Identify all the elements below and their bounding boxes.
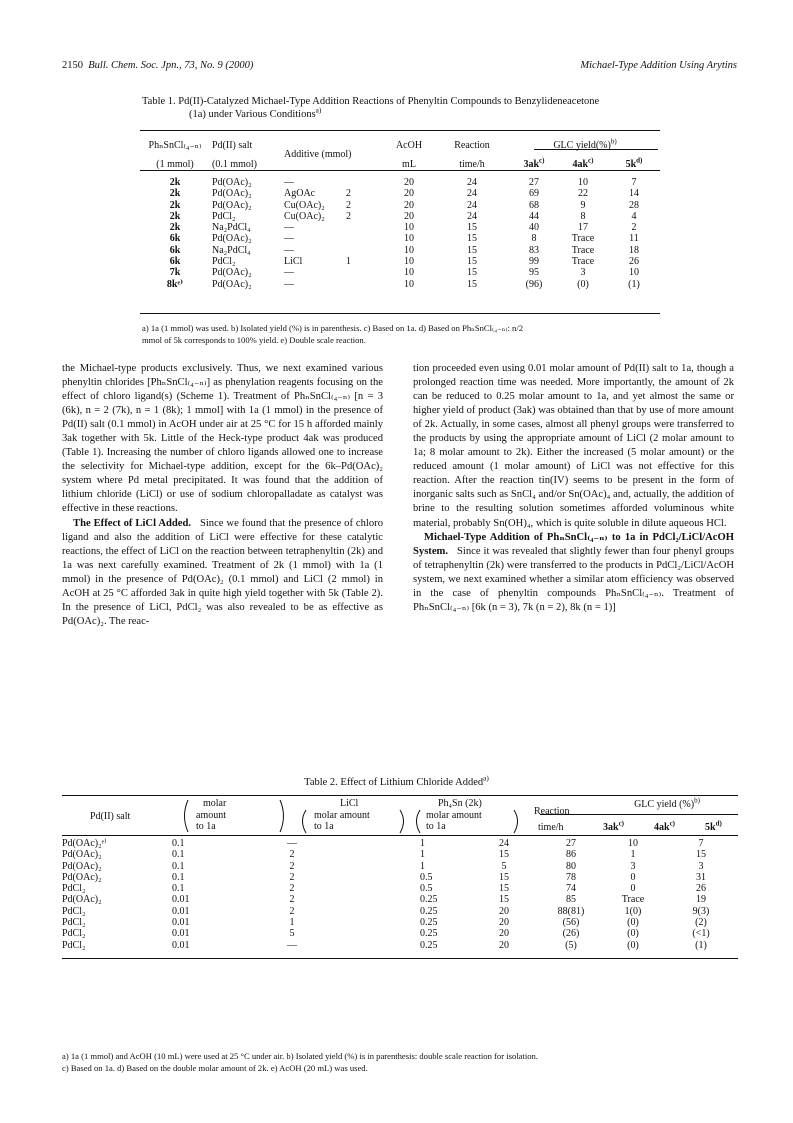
- table2-cell: (2): [695, 917, 707, 929]
- table1-cell: AgOAc: [284, 188, 316, 200]
- table1-cell: 2: [346, 199, 351, 211]
- table1-cell: 2k: [169, 188, 181, 200]
- t2-head-4ak: [654, 819, 676, 833]
- table1-cell: 24: [467, 188, 477, 200]
- table1-cell: PdCl₂: [212, 210, 236, 222]
- table1-row: [140, 233, 660, 244]
- table2-cell: 3: [698, 860, 704, 872]
- table1-cell: 20: [404, 188, 414, 200]
- table1-cell: 28: [629, 199, 639, 211]
- table1-cell: 8kᵉ⁾: [166, 278, 184, 290]
- t2-head-pd: Pd(II) salt: [90, 811, 131, 822]
- table1-cell: (1): [628, 278, 640, 290]
- table2-cell: 1: [630, 849, 636, 861]
- t2-head-l3: to 1a: [314, 821, 334, 832]
- table2-cell: 0.25: [420, 894, 438, 906]
- table1-cell: 18: [629, 244, 639, 256]
- t2-head-ph4sn: [426, 798, 482, 833]
- table1-cell: 6k: [169, 244, 181, 256]
- table1-cell: 24: [467, 210, 477, 222]
- table1-cell: [344, 174, 384, 188]
- table1-cell: 10: [404, 233, 414, 245]
- t1-head-3ak: [510, 155, 558, 174]
- table2-cell: 0.1: [172, 871, 185, 883]
- t1-head-col2b: (0.1 mmol): [212, 158, 257, 170]
- table1-cell: 2: [631, 222, 637, 234]
- table2-cell: Trace: [621, 894, 645, 906]
- table2-caption-text: Table 2. Effect of Lithium Chloride Added: [304, 777, 484, 788]
- table1-cell: (0): [577, 278, 589, 290]
- table2-cell: 24: [499, 838, 509, 849]
- table1-cell: 20: [404, 199, 414, 211]
- page-number: 2150: [62, 60, 83, 71]
- table1-header-row1: [140, 136, 660, 155]
- table1-cell: 10: [629, 267, 639, 279]
- table1-cell: 3: [580, 267, 586, 279]
- table2-cell: 2: [289, 860, 295, 872]
- table2-cell: 3: [630, 860, 636, 872]
- table2-row: [62, 917, 738, 928]
- table1-cell: —: [284, 177, 294, 188]
- table1-cell: 2k: [169, 222, 181, 234]
- table1-cell: 2: [346, 188, 351, 200]
- table2-cell: 0.5: [420, 871, 433, 883]
- table1-caption-line2: (1a) under Various Conditions: [189, 109, 316, 120]
- t2-head-l1: LiCl: [340, 798, 359, 809]
- t2-head-3ak-sup: c): [618, 819, 625, 828]
- table1-cell: Pd(OAc)₂: [212, 199, 252, 211]
- table2-cell: 19: [696, 894, 706, 906]
- table2-cell: 0.01: [172, 928, 190, 940]
- table1-cell: 83: [529, 244, 539, 256]
- table1-cell: 40: [529, 222, 539, 234]
- t1-head-col4a: AcOH: [395, 139, 423, 151]
- table2-cell: PdCl₂: [62, 905, 86, 917]
- table1-row: [140, 211, 660, 222]
- table1-cell: 9: [580, 199, 586, 211]
- table2-cell: 15: [499, 849, 509, 861]
- t2-head-3ak: [603, 819, 625, 833]
- t2-head-p1: Ph₄Sn (2k): [438, 798, 482, 809]
- t2-footnote1: a) 1a (1 mmol) and AcOH (10 mL) were used at 25 °C under air. b) Isolated yield (%) is in parenthesis: double scale reaction for isolation.: [62, 1051, 538, 1061]
- table2-cell: 86: [566, 849, 576, 861]
- table2-cell: PdCl₂: [62, 917, 86, 929]
- t2-head-molar: [196, 798, 226, 833]
- journal-citation: Bull. Chem. Soc. Jpn., 73, No. 9 (2000): [88, 60, 254, 71]
- table2-row: [62, 940, 738, 951]
- table1-header-row2: [140, 155, 660, 174]
- table1-cell: 15: [467, 278, 477, 290]
- table2-row: [62, 883, 738, 894]
- table1-cell: Cu(OAc)₂: [284, 199, 325, 211]
- body-column-left: [62, 362, 383, 629]
- table2-cell: 1: [420, 860, 425, 872]
- table2-cell: 7: [698, 838, 704, 849]
- table1-cell: 44: [529, 210, 539, 222]
- table1-cell: 6k: [169, 256, 181, 268]
- table2: [62, 838, 738, 951]
- table2-head-rule: [62, 835, 738, 836]
- table2-row: [62, 906, 738, 917]
- table1-cell: LiCl: [284, 256, 303, 268]
- table2-cell: 1: [289, 917, 295, 929]
- table1-cell: 10: [578, 177, 588, 188]
- table1-cell: 15: [467, 222, 477, 234]
- table2-cell: Pd(OAc)₂ᵉ⁾: [62, 838, 107, 849]
- table2-cell: Pd(OAc)₂: [62, 894, 102, 906]
- section-heading-licl: The Effect of LiCl Added.: [73, 517, 192, 529]
- table1: [140, 136, 660, 290]
- table2-cell: 1: [420, 838, 425, 849]
- table2-footnotes: [62, 1050, 742, 1074]
- t2-head-glc-sup: b): [694, 796, 700, 805]
- table1-cell: 10: [404, 244, 414, 256]
- table1-cell: 10: [404, 267, 414, 279]
- table1-caption-line2-wrap: [142, 105, 682, 121]
- table1-body: [140, 174, 660, 290]
- running-title: Michael-Type Addition Using Arytins: [580, 60, 737, 71]
- table1-cell: 2: [346, 210, 351, 222]
- left-paragraph-1: the Michael-type products exclusively. Thus, we next examined various phenyltin chlorides [PhₙSnCl₍₄₋ₙ₎] as phenylation reagents focusing on the effect of chloro ligand(s) (Scheme 1). Treatment of PhₙSnCl₍₄₋ₙ₎ [n = 3 (6k), n = 2 (7k), n = 1 (8k); 1 mmol] with 1a (1 mmol) in the presence of Pd(II) salt (0.1 mmol) in AcOH under air at 25 °C for 15 h afforded mainly 3ak together with 5k. Little of the Heck-type product 4ak was produced (Table 1). Increasing the number of chloro ligands allowed one to increase the selectivity for Michael-type addition, except for the 6k–Pd(OAc)₂ system where Pd metal precipitated. It was found that the addition of lithium chloride (LiCl) or use of sodium chloropalladate as catalyst was effective in these reactions.: [62, 363, 383, 515]
- table1-cell: Na₂PdCl₄: [212, 244, 251, 256]
- table2-cell: 74: [566, 883, 576, 895]
- table2-header: [62, 797, 738, 835]
- right-paragraph-2-text: Since it was revealed that slightly fewer than four phenyl groups of tetraphenyltin (2k) were transferred to the products in PdCl₂/LiCl/AcOH system, we next examined whether a similar atom efficiency was observed in the case of phenyltin compounds PhₙSnCl₍₄₋ₙ₎. Treatment of PhₙSnCl₍₄₋ₙ₎ [6k (n = 3), 7k (n = 2), 8k (n = 1)]: [413, 545, 734, 613]
- table2-cell: —: [287, 939, 297, 951]
- table1-cell: 69: [529, 188, 539, 200]
- table2-caption-sup: a): [483, 773, 489, 783]
- table2-cell: 80: [566, 860, 576, 872]
- table2-cell: 2: [289, 871, 295, 883]
- table1-cell: Pd(OAc)₂: [212, 267, 252, 279]
- right-paragraph-1: tion proceeded even using 0.01 molar amount of Pd(II) salt to 1a, though a prolonged reaction time was needed. More importantly, the amount of 2k can be reduced to 0.25 molar amount to 1a, and yet almost the same or higher yield of product (3ak) was obtained than that by use of more amount of 2k. Actually, in some cases, almost all phenyl groups were transferred to the products by using the appropriate amount of LiCl (2 molar amount to 1a; 8 molar amount to 2k). Either the increased (5 molar amount) or the reduced amount (1 molar amount) of LiCl was not effective for this reaction. After the reaction tin(IV) seems to be present in the form of inorganic salts such as SnCl₄ and/or Sn(OAc)₄ and, actually, the addition of brine to the resulting solution sometimes afforded voluminous white material, probably Sn(OH)₄, which is quite soluble in dilute aqueous HCl.: [413, 363, 734, 529]
- table1-cell: 10: [404, 256, 414, 268]
- table2-cell: 26: [696, 883, 706, 895]
- table1-bottom-rule: [140, 313, 660, 314]
- table2-cell: 20: [499, 917, 509, 929]
- t2-head-5k-label: 5k: [705, 822, 716, 833]
- t1-head-4ak-label: 4ak: [572, 158, 589, 170]
- table2-cell: 0.1: [172, 849, 185, 861]
- left-paragraph-2-text: Since we found that the presence of chloro ligand and also the addition of LiCl were effective for these catalytic reactions, the effect of LiCl on the reaction between tetraphenyltin (2k) and 1a was next carefully examined. Treatment of 2k (1 mmol) with 1a (1 mmol) in the presence of Pd(OAc)₂ (0.1 mmol) and LiCl (2 mmol) in AcOH at 25 °C afforded 3ak in quite high yield together with 5k (Table 2). In the presence of LiCl, PdCl₂ was also revealed to be as effective as Pd(OAc)₂. The reac-: [62, 517, 383, 627]
- table1-cell: 15: [467, 233, 477, 245]
- table2-cell: 15: [499, 871, 509, 883]
- table1-cell: —: [284, 278, 294, 290]
- table1-cell: [344, 267, 384, 278]
- table1-cell: 20: [404, 177, 414, 188]
- table1-cell: 95: [529, 267, 539, 279]
- table1-cell: 10: [404, 278, 414, 290]
- table1-cell: —: [284, 233, 294, 245]
- left-paragraph-2: [62, 517, 383, 629]
- table2-cell: 31: [696, 871, 706, 883]
- t2-head-3ak-label: 3ak: [603, 822, 619, 833]
- table1-cell: 2k: [169, 177, 181, 188]
- table2-top-rule: [62, 795, 738, 796]
- t2-head-m1: molar: [203, 798, 227, 809]
- t2-head-p2: molar amount: [426, 809, 482, 821]
- table1-cell: 6k: [169, 233, 181, 245]
- t2-footnote2: c) Based on 1a. d) Based on the double molar amount of 2k. e) AcOH (20 mL) was used.: [62, 1063, 368, 1073]
- table1-cell: —: [284, 222, 294, 234]
- table2-cell: 15: [499, 883, 509, 895]
- t1-head-3ak-label: 3ak: [523, 158, 540, 170]
- table2-cell: 0: [630, 883, 636, 895]
- table1-cell: [344, 245, 384, 256]
- t1-head-col2a: Pd(II) salt: [212, 139, 253, 151]
- table2-cell: 27: [566, 838, 576, 849]
- table1-cell: Pd(OAc)₂: [212, 278, 252, 290]
- table2-cell: 85: [566, 894, 576, 906]
- table1-top-rule: [140, 130, 660, 131]
- table2-cell: 0.25: [420, 939, 438, 951]
- table2-cell: 0.1: [172, 860, 185, 872]
- table2-cell: Pd(OAc)₂: [62, 860, 102, 872]
- table1-row: [140, 174, 660, 188]
- table2-cell: (<1): [692, 928, 710, 940]
- table1-cell: 99: [529, 256, 539, 268]
- table2-cell: Pd(OAc)₂: [62, 849, 102, 861]
- table2-cell: (56): [562, 917, 580, 929]
- table2-cell: 0.25: [420, 928, 438, 940]
- t2-head-glc: [596, 796, 738, 810]
- table1-row: [140, 200, 660, 211]
- table2-cell: 1: [420, 849, 425, 861]
- table1-cell: Pd(OAc)₂: [212, 188, 252, 200]
- table1-cell: 24: [467, 199, 477, 211]
- table2-cell: 15: [696, 849, 706, 861]
- table1-cell: 17: [578, 222, 588, 234]
- t2-head-4ak-label: 4ak: [654, 822, 670, 833]
- table2-row: [62, 928, 738, 939]
- table1-cell: 8: [531, 233, 537, 245]
- table2-cell: 0.1: [172, 838, 185, 849]
- table2-cell: 88(81): [557, 905, 585, 917]
- table1-cell: [344, 279, 384, 290]
- t2-head-r1: Reaction: [534, 806, 570, 817]
- table2-cell: 20: [499, 928, 509, 940]
- table2-cell: 20: [499, 939, 509, 951]
- t2-head-4ak-sup: c): [669, 819, 676, 828]
- table1-cell: Trace: [571, 233, 595, 245]
- table2-cell: 2: [289, 883, 295, 895]
- table1-cell: 4: [631, 210, 637, 222]
- table2-body: [62, 838, 738, 951]
- table1-cell: 8: [580, 210, 586, 222]
- table2-cell: 1(0): [624, 905, 642, 917]
- table1-cell: 14: [629, 188, 639, 200]
- table2-cell: 20: [499, 905, 509, 917]
- table2-caption: [0, 773, 793, 789]
- table1-cell: 10: [404, 222, 414, 234]
- table1-caption: [142, 95, 682, 121]
- t2-head-m3-text: to 1a: [196, 821, 216, 832]
- t1-head-5k-label: 5k: [625, 158, 637, 170]
- t1-head-3ak-sup: c): [539, 156, 545, 165]
- table1-cell: 2k: [169, 210, 181, 222]
- table1-cell: 26: [629, 256, 639, 268]
- table1-cell: 20: [404, 210, 414, 222]
- running-header-left: [62, 60, 253, 71]
- t1-head-col5b: time/h: [459, 158, 485, 170]
- t2-head-l2: molar amount: [314, 809, 370, 821]
- table2-cell: 0.01: [172, 894, 190, 906]
- table1-cell: 27: [529, 177, 539, 188]
- table1-cell: (96): [525, 278, 543, 290]
- table1-cell: 68: [529, 199, 539, 211]
- table1-cell: —: [284, 267, 294, 279]
- t2-head-licl: [314, 798, 370, 833]
- table1-cell: 2k: [169, 199, 181, 211]
- table1-cell: 15: [467, 256, 477, 268]
- table2-cell: 2: [289, 894, 295, 906]
- section-heading-michael: Michael-Type Addition of PhₙSnCl₍₄₋ₙ₎ to 1a in PdCl₂/LiCl/AcOH System.: [413, 531, 734, 557]
- t1-head-col4b: mL: [402, 158, 416, 170]
- table2-cell: 5: [501, 860, 507, 872]
- table2-cell: (5): [565, 939, 577, 951]
- table1-cell: PdCl₂: [212, 256, 236, 268]
- table1-cell: 11: [629, 233, 639, 245]
- table1-cell: 24: [467, 177, 477, 188]
- table1-cell: Cu(OAc)₂: [284, 210, 325, 222]
- table2-cell: 0.01: [172, 905, 190, 917]
- table2-cell: 15: [499, 894, 509, 906]
- t1-footnote1: a) 1a (1 mmol) was used. b) Isolated yield (%) is in parenthesis. c) Based on 1a. d) Based on PhₙSnCl₍₄₋ₙ₎: n/2: [142, 323, 524, 333]
- t1-head-glc: [510, 136, 660, 155]
- table2-cell: 5: [289, 928, 295, 940]
- table2-row: [62, 861, 738, 872]
- table1-footnotes: [142, 322, 662, 346]
- t2-head-5k: [705, 819, 722, 833]
- table2-cell: 0.25: [420, 917, 438, 929]
- table2-bottom-rule: [62, 958, 738, 959]
- table2-cell: (1): [695, 939, 707, 951]
- table2-cell: 0.01: [172, 917, 190, 929]
- right-paragraph-2: [413, 531, 734, 615]
- t1-footnote2: mmol of 5k corresponds to 100% yield. e) Double scale reaction.: [142, 335, 366, 345]
- table1-cell: —: [284, 244, 294, 256]
- table1-row: [140, 245, 660, 256]
- table1-cell: 22: [578, 188, 588, 200]
- table2-cell: PdCl₂: [62, 939, 86, 951]
- table2-cell: (26): [562, 928, 580, 940]
- table1-cell: 7: [631, 177, 637, 188]
- table2-row: [62, 838, 738, 849]
- table1-row: [140, 222, 660, 233]
- table1-cell: Pd(OAc)₂: [212, 233, 252, 245]
- t2-head-5k-sup: d): [715, 819, 722, 828]
- table2-cell: 0.1: [172, 883, 185, 895]
- table2-cell: 0.5: [420, 883, 433, 895]
- table2-cell: PdCl₂: [62, 883, 86, 895]
- t1-head-4ak: [558, 155, 608, 174]
- body-column-right: [413, 362, 734, 615]
- table2-cell: 2: [289, 905, 295, 917]
- table2-cell: 0: [630, 871, 636, 883]
- table1-cell: Pd(OAc)₂: [212, 177, 252, 188]
- t2-head-m2: amount: [196, 809, 226, 821]
- table2-cell: —: [287, 838, 297, 849]
- table1-cell: Trace: [571, 256, 595, 268]
- table1-row: [140, 256, 660, 267]
- t2-head-glc-label: GLC yield (%): [634, 799, 695, 810]
- table1-cell: [344, 222, 384, 233]
- t1-head-glc-label: GLC yield(%): [553, 139, 611, 151]
- table1-row: [140, 267, 660, 278]
- t1-head-col1a: PhₙSnCl₍₄₋ₙ₎: [148, 139, 202, 151]
- table2-row: [62, 894, 738, 905]
- table1-cell: 1: [346, 256, 351, 268]
- table2-cell: 10: [628, 838, 638, 849]
- table2-cell: 0.25: [420, 905, 438, 917]
- table2-cell: (0): [627, 917, 639, 929]
- table1-cell: 15: [467, 244, 477, 256]
- table1-row: [140, 279, 660, 290]
- table1-row: [140, 188, 660, 199]
- table1-cell: 15: [467, 267, 477, 279]
- table2-cell: 2: [289, 849, 295, 861]
- t1-head-glc-sup: b): [610, 137, 617, 146]
- t1-head-5k: [608, 155, 660, 174]
- t2-head-r2: time/h: [538, 822, 564, 833]
- table2-cell: (0): [627, 939, 639, 951]
- t1-head-col5a: Reaction: [454, 139, 490, 151]
- table1-cell: Trace: [571, 244, 595, 256]
- table1-cell: 7k: [169, 267, 181, 279]
- table2-cell: 9(3): [692, 905, 710, 917]
- table1-cell: [344, 233, 384, 244]
- t1-head-5k-sup: d): [636, 156, 643, 165]
- t1-head-col1b: (1 mmol): [156, 158, 194, 170]
- table2-cell: 0.01: [172, 939, 190, 951]
- t2-head-p3: to 1a: [426, 821, 446, 832]
- table2-cell: Pd(OAc)₂: [62, 871, 102, 883]
- table2-cell: 78: [566, 871, 576, 883]
- t1-head-4ak-sup: c): [588, 156, 594, 165]
- t1-head-col3: Additive (mmol): [284, 149, 352, 161]
- table1-caption-line1: Table 1. Pd(II)-Catalyzed Michael-Type Addition Reactions of Phenyltin Compounds to Benzylideneacetone: [142, 96, 600, 107]
- table1-cell: Na₂PdCl₄: [212, 222, 251, 234]
- table2-row: [62, 849, 738, 860]
- table2-cell: (0): [627, 928, 639, 940]
- table1-caption-sup: a): [315, 105, 322, 115]
- table2-row: [62, 872, 738, 883]
- t2-head-m3: [196, 821, 226, 833]
- table2-cell: PdCl₂: [62, 928, 86, 940]
